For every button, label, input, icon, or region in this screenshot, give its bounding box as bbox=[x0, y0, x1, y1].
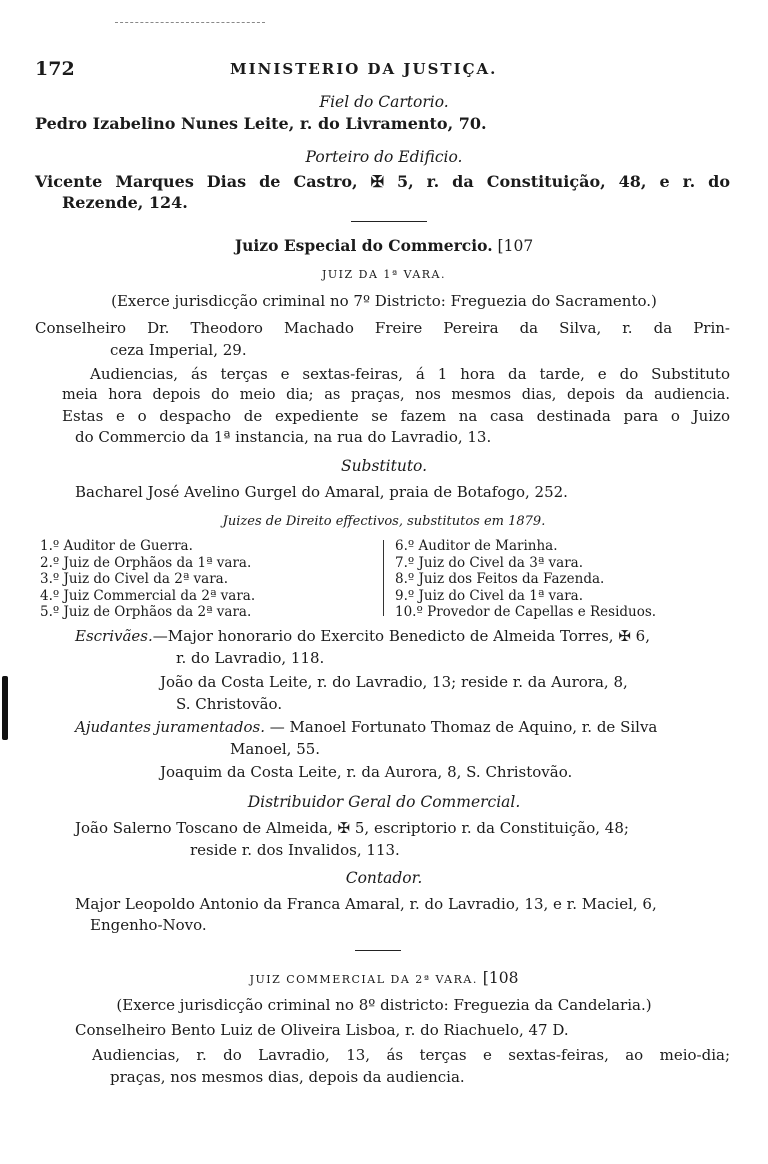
contador-heading: Contador. bbox=[345, 869, 423, 887]
juizes-left-column bbox=[40, 538, 255, 621]
juizes-heading: Juizes de Direito effectivos, substitutos em 1879. bbox=[222, 514, 546, 529]
vara1-audiencias-line3: Estas e o despacho de expediente se fazem na casa destinada para o Juizo bbox=[62, 407, 730, 425]
vara2-heading-text: JUIZ COMMERCIAL DA 2ª VARA. bbox=[249, 973, 478, 986]
juizes-left-item: 3.º Juiz do Civel da 2ª vara. bbox=[40, 571, 229, 587]
ajudantes-label: Ajudantes juramentados. bbox=[75, 718, 265, 736]
escrivaes-line2: r. do Lavradio, 118. bbox=[176, 649, 325, 667]
contador-line1: Major Leopoldo Antonio da Franca Amaral, r. do Lavradio, 13, e r. Maciel, 6, bbox=[75, 895, 657, 913]
vara1-audiencias-line1: Audiencias, ás terças e sextas-feiras, á 1 hora da tarde, e do Substituto bbox=[90, 365, 730, 383]
top-divider bbox=[115, 22, 265, 24]
ajudantes-line1 bbox=[75, 717, 657, 737]
ajudantes-text: — Manoel Fortunato Thomaz de Aquino, r. de Silva bbox=[264, 718, 658, 736]
vara1-conselheiro-line1: Conselheiro Dr. Theodoro Machado Freire Pereira da Silva, r. da Prin- bbox=[35, 319, 730, 337]
distribuidor-line1: João Salerno Toscano de Almeida, ✠ 5, escriptorio r. da Constituição, 48; bbox=[75, 819, 629, 837]
vara2-audiencias-line1: Audiencias, r. do Lavradio, 13, ás terças e sextas-feiras, ao meio-dia; bbox=[92, 1046, 730, 1064]
juizo-heading-number: [107 bbox=[497, 237, 534, 255]
juizes-right-item: 6.º Auditor de Marinha. bbox=[395, 538, 558, 554]
juizes-left-item: 2.º Juiz de Orphãos da 1ª vara. bbox=[40, 554, 252, 571]
juizo-heading bbox=[0, 236, 768, 256]
escrivaes-label: Escrivães. bbox=[75, 627, 153, 645]
contador-line2: Engenho-Novo. bbox=[90, 916, 207, 934]
juizes-right-column bbox=[395, 538, 656, 621]
juizes-left-item: 5.º Juiz de Orphãos da 2ª vara. bbox=[40, 604, 252, 620]
section-rule bbox=[355, 950, 401, 951]
juizes-right-item: 8.º Juiz dos Feitos da Fazenda. bbox=[395, 571, 605, 587]
juizes-right-item: 9.º Juiz do Civel da 1ª vara. bbox=[395, 587, 584, 604]
substituto-heading: Substituto. bbox=[340, 457, 428, 475]
page-number: 172 bbox=[35, 58, 75, 80]
page-header bbox=[35, 58, 725, 80]
running-title: MINISTERIO DA JUSTIÇA. bbox=[230, 60, 498, 78]
vara2-heading bbox=[0, 968, 768, 990]
fiel-entry: Pedro Izabelino Nunes Leite, r. do Livramento, 70. bbox=[35, 114, 487, 133]
substituto-entry: Bacharel José Avelino Gurgel do Amaral, praia de Botafogo, 252. bbox=[75, 483, 568, 501]
juizes-right-item: 7.º Juiz do Civel da 3ª vara. bbox=[395, 554, 584, 571]
ajudantes-line3: Joaquim da Costa Leite, r. da Aurora, 8, S. Christovão. bbox=[160, 763, 573, 781]
porteiro-entry-line1: Vicente Marques Dias de Castro, ✠ 5, r. da Constituição, 48, e r. do bbox=[35, 172, 730, 191]
juizes-left-item: 4.º Juiz Commercial da 2ª vara. bbox=[40, 587, 256, 604]
table-divider bbox=[383, 540, 384, 616]
juizo-heading-text: Juizo Especial do Commercio. bbox=[234, 236, 493, 255]
section-rule bbox=[351, 221, 427, 222]
fiel-heading: Fiel do Cartorio. bbox=[319, 93, 449, 111]
distribuidor-heading: Distribuidor Geral do Commercial. bbox=[247, 793, 521, 811]
escrivaes-line3: João da Costa Leite, r. do Lavradio, 13; reside r. da Aurora, 8, bbox=[160, 673, 628, 691]
juizes-left-item: 1.º Auditor de Guerra. bbox=[40, 538, 193, 554]
vara2-conselheiro: Conselheiro Bento Luiz de Oliveira Lisboa, r. do Riachuelo, 47 D. bbox=[75, 1021, 569, 1039]
escrivaes-line1 bbox=[75, 626, 650, 646]
margin-ink-mark bbox=[2, 676, 8, 740]
ajudantes-line2: Manoel, 55. bbox=[230, 740, 321, 758]
juizes-right-item: 10.º Provedor de Capellas e Residuos. bbox=[395, 604, 657, 620]
porteiro-heading: Porteiro do Edificio. bbox=[305, 148, 463, 166]
vara2-jurisdiction: (Exerce jurisdicção criminal no 8º districto: Freguezia da Candelaria.) bbox=[116, 996, 652, 1014]
vara1-conselheiro-line2: ceza Imperial, 29. bbox=[110, 341, 247, 359]
vara1-jurisdiction: (Exerce jurisdicção criminal no 7º Districto: Freguezia do Sacramento.) bbox=[111, 292, 657, 310]
vara1-heading: JUIZ DA 1ª VARA. bbox=[321, 268, 446, 281]
porteiro-entry-line2: Rezende, 124. bbox=[62, 193, 188, 212]
vara1-audiencias-line2: meia hora depois do meio dia; as praças, nos mesmos dias, depois da audiencia. bbox=[62, 387, 730, 403]
distribuidor-line2: reside r. dos Invalidos, 113. bbox=[190, 841, 400, 859]
vara2-audiencias-line2: praças, nos mesmos dias, depois da audiencia. bbox=[110, 1068, 465, 1086]
escrivaes-line4: S. Christovão. bbox=[176, 695, 283, 713]
vara2-heading-number: [108 bbox=[482, 969, 519, 987]
vara1-audiencias-line4: do Commercio da 1ª instancia, na rua do Lavradio, 13. bbox=[75, 428, 492, 446]
escrivaes-text: —Major honorario do Exercito Benedicto de Almeida Torres, ✠ 6, bbox=[152, 627, 650, 645]
